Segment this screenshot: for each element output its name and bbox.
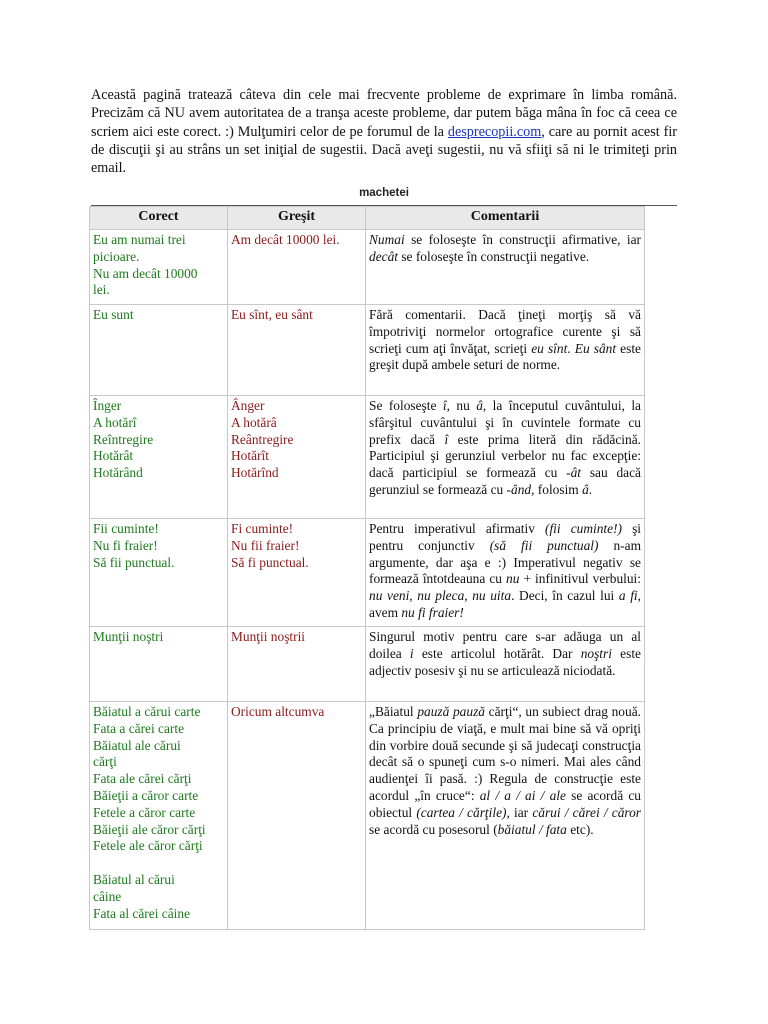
table-header-row <box>90 207 645 230</box>
comment-emphasis: cărui / cărei / căror <box>532 804 642 820</box>
wrong-cell <box>228 305 366 396</box>
comment-text: Fără comentarii. Dacă ţineţi morţiş să vă împotriviţi normelor ortografice curente şi să scrieţi cum aţi învăţat, scrieţi <box>369 307 641 356</box>
correct-cell-line: lei. <box>93 282 110 298</box>
intro-paragraph <box>91 86 677 177</box>
comment-emphasis: pauză pauză <box>417 704 485 719</box>
comment-cell <box>366 519 645 627</box>
comment-emphasis: nu veni, nu pleca, nu uita <box>369 588 512 604</box>
comment-cell <box>366 305 645 396</box>
header-correct: Corect <box>90 207 228 230</box>
comment-text: se acordă cu obiectul <box>369 787 641 820</box>
wrong-cell-line: Hotărînd <box>231 465 279 481</box>
comment-text: este adjectiv posesiv şi nu se articulează niciodată. <box>369 645 641 678</box>
comment-emphasis: băiatul / fata <box>497 821 567 837</box>
comment-text: se foloseşte în construcţii afirmative, iar <box>404 232 641 247</box>
comment-emphasis: a fi <box>618 588 638 604</box>
correct-cell-line: Hotărât <box>93 448 134 464</box>
comment-text: este prima literă din rădăcină. Participiul şi gerunziul verbelor nu fac excepţie: dacă participiul se formează cu - <box>369 431 641 481</box>
comment-text: se acordă cu posesorul ( <box>369 821 498 837</box>
wrong-cell-line: Munţii noştrii <box>231 629 306 644</box>
comment-text: Singurul motiv pentru care s-ar adăuga un al doilea <box>369 629 641 661</box>
comment-emphasis: â <box>476 398 483 413</box>
comment-emphasis: decât <box>369 248 398 264</box>
header-comments: Comentarii <box>366 207 645 230</box>
table-row <box>90 230 645 305</box>
comment-text: folosim <box>534 481 583 497</box>
correct-cell-line: câine <box>93 888 122 904</box>
comment-text: Se foloseşte <box>369 398 443 413</box>
correct-cell-line: Fata ale cărei cărţi <box>93 771 192 787</box>
wrong-cell-line: Fi cuminte! <box>231 521 294 536</box>
comment-emphasis: al / a / ai / ale <box>479 787 566 803</box>
correct-cell-line: A hotărî <box>93 414 137 430</box>
comment-cell <box>366 230 645 305</box>
header-wrong: Greşit <box>228 207 366 230</box>
comment-text: , avem <box>369 588 641 620</box>
correct-cell <box>90 305 228 396</box>
comment-emphasis: i <box>409 645 414 661</box>
comment-text: şi pentru conjunctiv <box>369 521 642 553</box>
wrong-cell-line: Eu sînt, eu sânt <box>231 307 313 322</box>
table-row <box>90 305 645 396</box>
expressions-table <box>89 206 645 930</box>
correct-cell-line: Fetele a căror carte <box>93 804 196 820</box>
comment-emphasis: Eu sânt <box>574 340 617 356</box>
wrong-cell-line: Am decât 10000 lei. <box>231 232 340 247</box>
comment-cell <box>366 396 645 519</box>
correct-cell-line: Băieţii ale căror cărţi <box>93 821 206 837</box>
comment-text: , la începutul cuvântului, la sfârşitul cuvântului şi în cuvintele formate cu prefix dacă <box>369 398 642 447</box>
correct-cell-line: cărţi <box>93 754 117 770</box>
comment-emphasis: (cartea / cărţile) <box>416 804 507 820</box>
comment-text: sau dacă gerunziul se formează cu - <box>369 465 641 497</box>
comment-text: + infinitivul verbului: <box>519 571 641 587</box>
wrong-cell <box>228 519 366 627</box>
comment-text: etc). <box>566 821 594 837</box>
correct-cell <box>90 230 228 305</box>
wrong-cell-line: A hotărâ <box>231 414 277 430</box>
correct-cell-line: Băieţii a căror carte <box>93 787 199 803</box>
correct-cell-line: Fii cuminte! <box>93 521 159 536</box>
comment-emphasis: (fii cuminte!) <box>545 521 622 536</box>
comment-text: se foloseşte în construcţii negative. <box>398 248 590 264</box>
comment-text: , nu <box>446 398 477 413</box>
comment-emphasis: eu sînt <box>531 340 568 356</box>
correct-cell <box>90 519 228 627</box>
comment-emphasis: î <box>442 398 447 413</box>
wrong-cell-line: Hotărît <box>231 448 269 464</box>
comment-text: este greşit după ambele seturi de norme. <box>369 340 642 373</box>
comment-text: „Băiatul <box>369 704 418 719</box>
comment-text: cărţi“, un subiect drag nouă. Ca principiu de viaţă, e mult mai bine să vă opriţi din vorbire două secunde şi să judecaţi construcţia decât să o spuneţi cum s-o nimeri. Mai ales când audienţei îi pasă. :) Regula de construcţie este acordul „în cruce“: <box>369 704 641 803</box>
correct-cell-line: Nu am decât 10000 <box>93 265 198 281</box>
comment-emphasis: î <box>444 431 449 447</box>
table-caption: machetei <box>359 187 409 199</box>
table-row <box>90 702 645 930</box>
comment-emphasis: nu fi fraier! <box>401 604 464 620</box>
correct-cell <box>90 396 228 519</box>
wrong-cell-line: Ânger <box>231 398 265 413</box>
correct-cell-line: Băiatul ale cărui <box>93 737 181 753</box>
correct-cell-line: Hotărând <box>93 465 143 481</box>
correct-cell-line: Munţii noştri <box>93 629 164 644</box>
correct-cell <box>90 627 228 702</box>
comment-text: este articolul hotărât. Dar <box>413 645 581 661</box>
correct-cell <box>90 702 228 930</box>
wrong-cell <box>228 230 366 305</box>
intro-text-2: , care au pornit acest fir de discuţii şi au strâns un set iniţial de sugestii. Dacă aveţi sugestii, nu vă sfiiţi să ni le trimiteţi prin email. <box>91 123 677 177</box>
table-row <box>90 519 645 627</box>
wrong-cell-line: Nu fii fraier! <box>231 537 300 553</box>
comment-emphasis: (să fii punctual) <box>489 537 599 553</box>
wrong-cell-line: Să fi punctual. <box>231 554 309 570</box>
comment-text: n-am argumente, dar aşa e :) Imperativul negativ se formează întotdeauna cu <box>369 537 641 587</box>
comment-emphasis: nu <box>506 571 520 587</box>
comment-text: . <box>567 340 575 356</box>
comment-text: , iar <box>506 804 533 820</box>
comment-cell <box>366 702 645 930</box>
table-row <box>90 627 645 702</box>
correct-cell-line: Fata a cărei carte <box>93 720 185 736</box>
comment-emphasis: ând, <box>511 481 535 497</box>
wrong-cell-line: Oricum altcumva <box>231 704 325 719</box>
comment-emphasis: Numai <box>369 232 405 247</box>
wrong-cell-line: Reântregire <box>231 431 294 447</box>
intro-text-1: Această pagină tratează câteva din cele mai frecvente probleme de exprimare în limba română. Precizăm că NU avem autoritatea de a tranşa aceste probleme, dar putem băga mâna în foc că ceea ce scriem aici este corect. :) Mulţumiri celor de pe forumul de la <box>91 87 677 140</box>
comment-cell <box>366 627 645 702</box>
comment-emphasis: ât <box>570 465 582 481</box>
correct-cell-line: Să fii punctual. <box>93 554 175 570</box>
correct-cell-line: Fata al cărei câine <box>93 905 191 921</box>
correct-cell-line: picioare. <box>93 248 140 264</box>
wrong-cell <box>228 702 366 930</box>
correct-cell-line: Înger <box>93 398 122 413</box>
comment-emphasis: noştri <box>580 645 612 661</box>
correct-cell-line: Eu am numai trei <box>93 232 186 247</box>
correct-cell-line: Eu sunt <box>93 307 134 322</box>
desprecopii-link[interactable]: desprecopii.com <box>447 123 542 140</box>
wrong-cell <box>228 627 366 702</box>
comment-text: . <box>588 481 593 497</box>
comment-text: . Deci, în cazul lui <box>511 588 619 604</box>
comment-text: Pentru imperativul afirmativ <box>369 521 545 536</box>
wrong-cell <box>228 396 366 519</box>
correct-cell-line: Băiatul al cărui <box>93 872 175 888</box>
correct-cell-line: Fetele ale căror cărţi <box>93 838 203 854</box>
blank-line <box>93 855 224 872</box>
correct-cell-line: Nu fi fraier! <box>93 537 158 553</box>
correct-cell-line: Reîntregire <box>93 431 154 447</box>
correct-cell-line: Băiatul a cărui carte <box>93 704 201 719</box>
comment-emphasis: â <box>582 481 589 497</box>
table-row <box>90 396 645 519</box>
